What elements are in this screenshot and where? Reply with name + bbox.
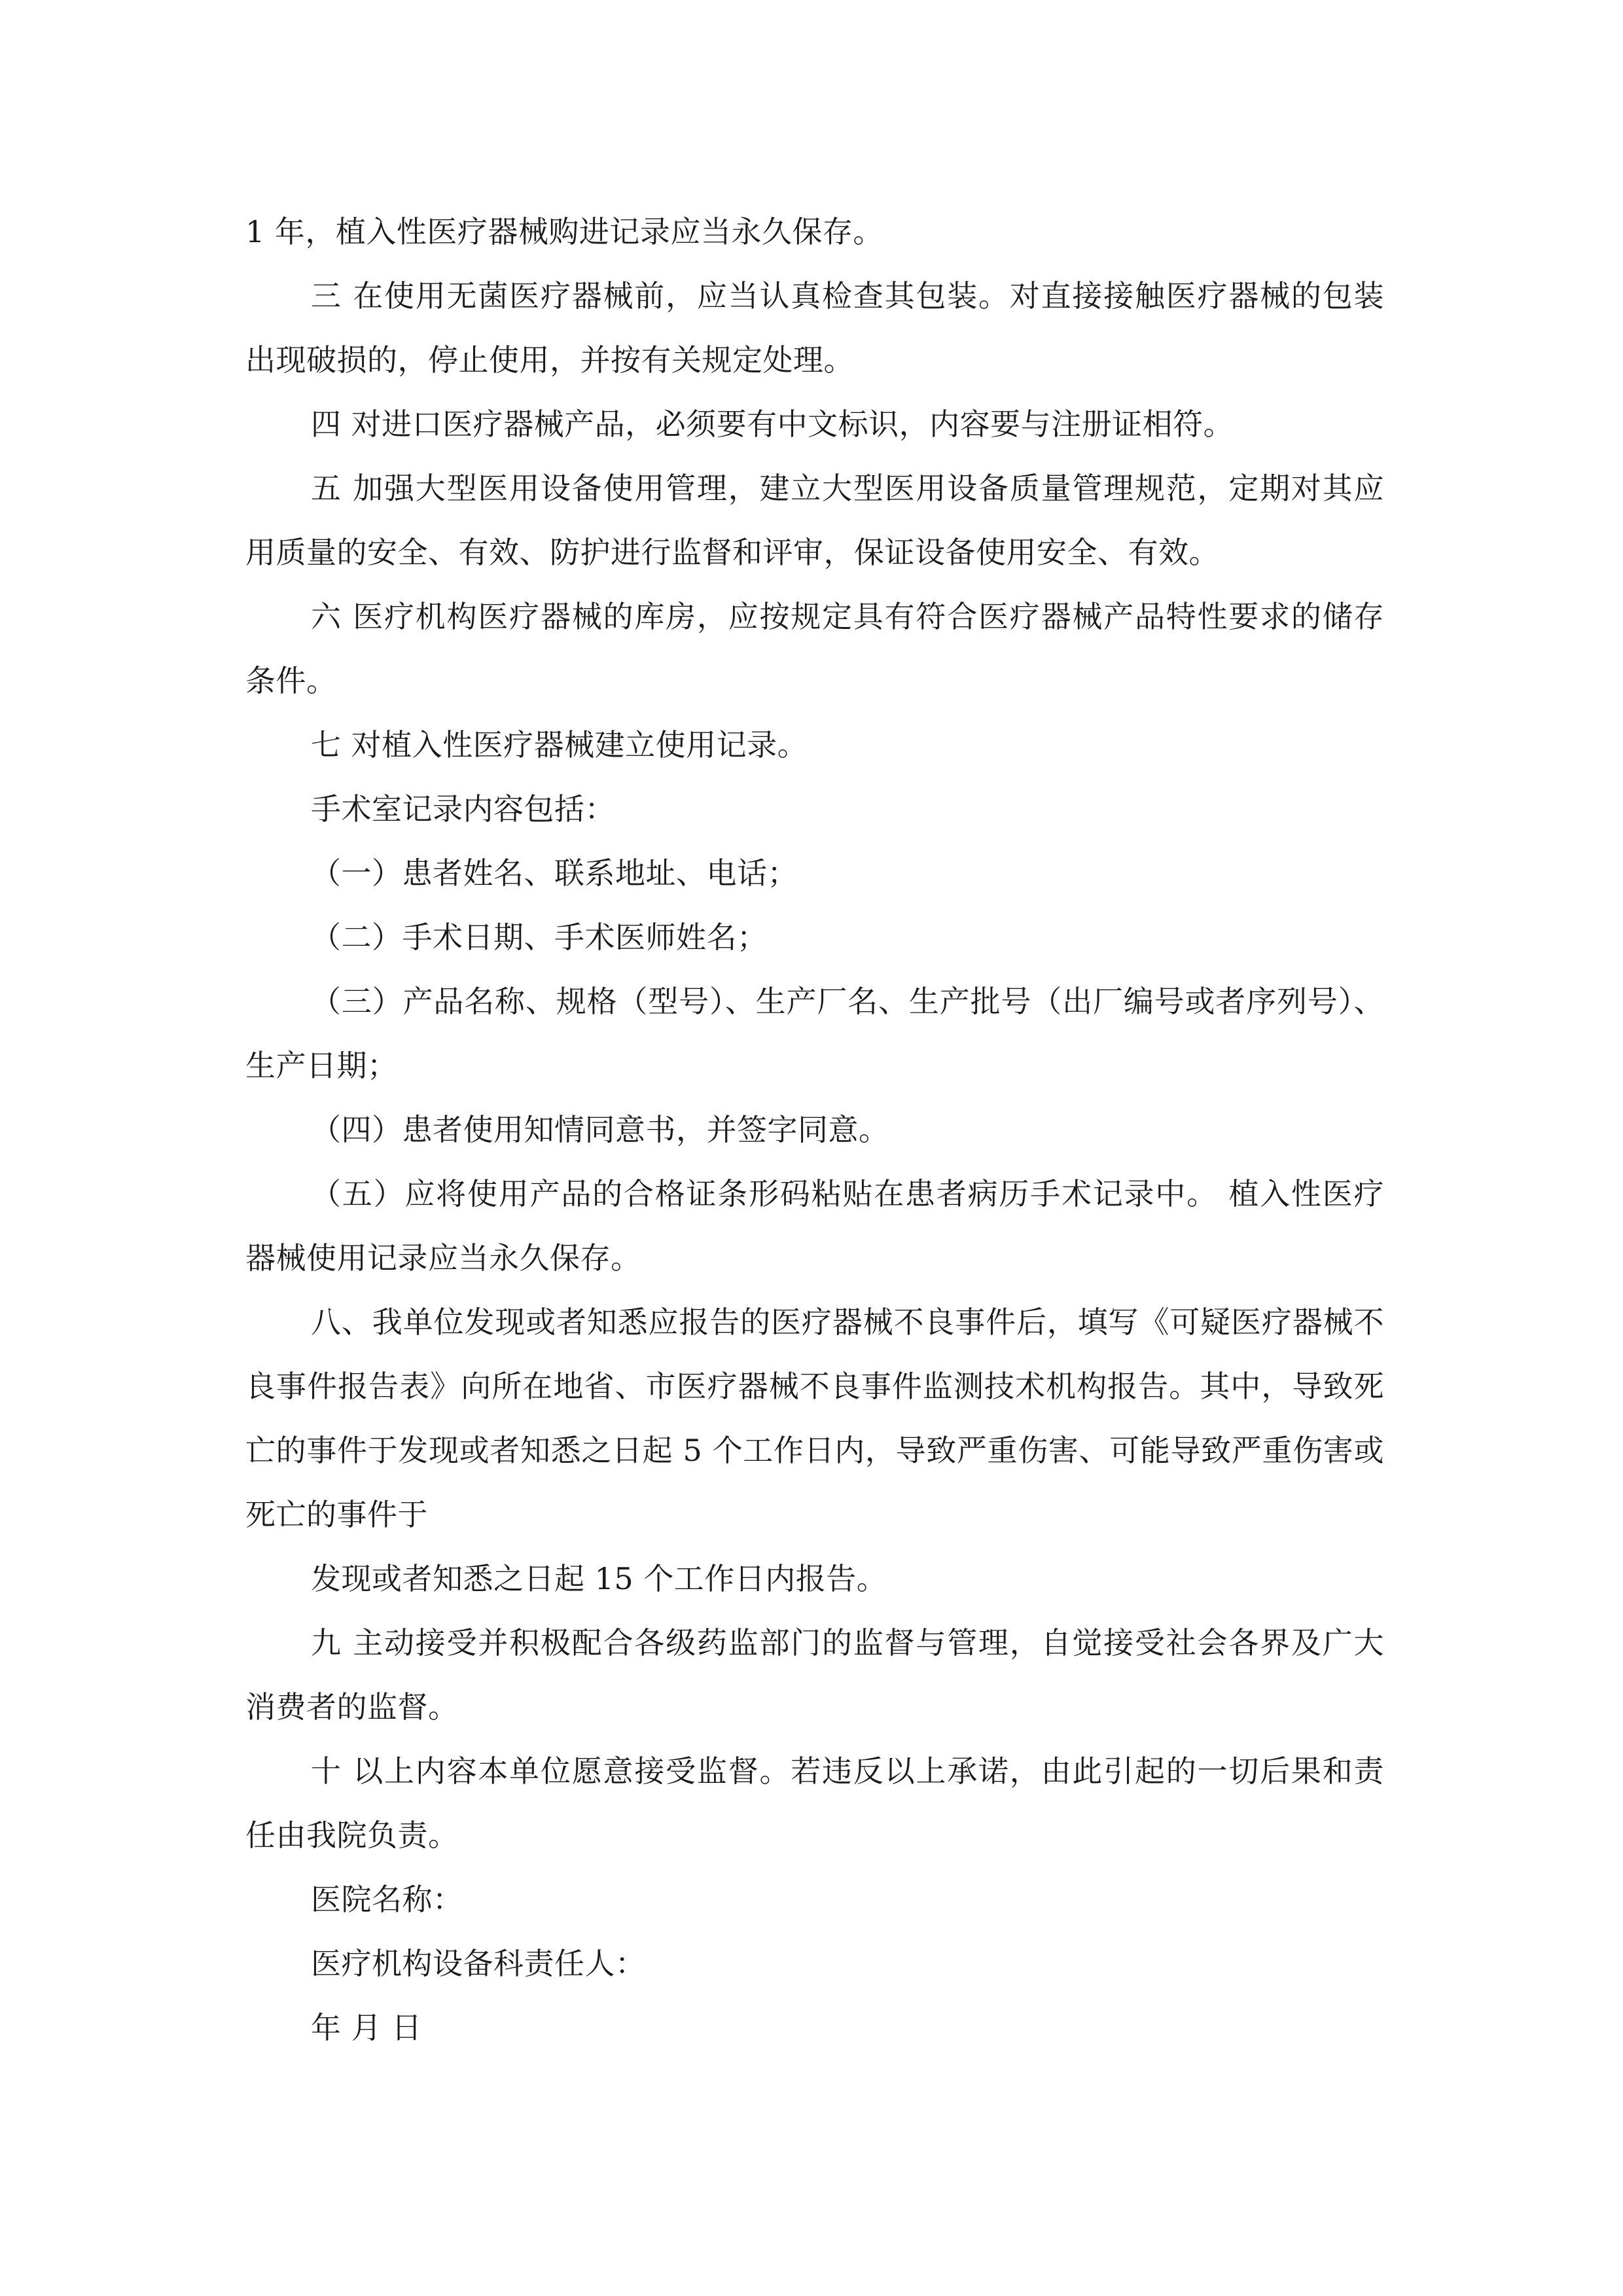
paragraph-item-8: 八、我单位发现或者知悉应报告的医疗器械不良事件后，填写《可疑医疗器械不良事件报告表》向所在地省、市医疗器械不良事件监测技术机构报告。其中，导致死亡的事件于发现或者知悉之日起 5 个工作日内，导致严重伤害、可能导致严重伤害或死亡的事件于 (245, 1304, 1384, 1532)
date-field: 年 月 日 (311, 2010, 422, 2045)
paragraph-item-10: 十 以上内容本单位愿意接受监督。若违反以上承诺，由此引起的一切后果和责任由我院负责。 (245, 1753, 1384, 1853)
record-item-4: （四）患者使用知情同意书，并签字同意。 (311, 1112, 889, 1147)
paragraph-item-7: 七 对植入性医疗器械建立使用记录。 (311, 727, 808, 762)
paragraph-item-4: 四 对进口医疗器械产品，必须要有中文标识，内容要与注册证相符。 (311, 406, 1234, 442)
paragraph-item-8-continued: 发现或者知悉之日起 15 个工作日内报告。 (311, 1561, 887, 1596)
responsible-person-field: 医疗机构设备科责任人： (311, 1946, 646, 1981)
paragraph-item-3: 三 在使用无菌医疗器械前，应当认真检查其包装。对直接接触医疗器械的包装出现破损的，停止使用，并按有关规定处理。 (245, 278, 1384, 378)
paragraph-item-5: 五 加强大型医用设备使用管理，建立大型医用设备质量管理规范，定期对其应用质量的安全、有效、防护进行监督和评审，保证设备使用安全、有效。 (245, 471, 1384, 570)
record-item-1: （一）患者姓名、联系地址、电话； (311, 855, 798, 891)
paragraph-item-6: 六 医疗机构医疗器械的库房，应按规定具有符合医疗器械产品特性要求的储存条件。 (245, 599, 1384, 698)
record-item-5: （五）应将使用产品的合格证条形码粘贴在患者病历手术记录中。 植入性医疗器械使用记录应当永久保存。 (245, 1176, 1384, 1276)
record-item-3: （三）产品名称、规格（型号）、生产厂名、生产批号（出厂编号或者序列号）、生产日期； (245, 984, 1384, 1083)
surgery-record-heading: 手术室记录内容包括： (311, 791, 615, 827)
paragraph-1: 1 年，植入性医疗器械购进记录应当永久保存。 (245, 214, 883, 249)
document-body (245, 200, 1384, 2060)
paragraph-item-9: 九 主动接受并积极配合各级药监部门的监督与管理，自觉接受社会各界及广大消费者的监督。 (245, 1625, 1384, 1725)
hospital-name-field: 医院名称： (311, 1882, 463, 1917)
record-item-2: （二）手术日期、手术医师姓名； (311, 920, 768, 955)
